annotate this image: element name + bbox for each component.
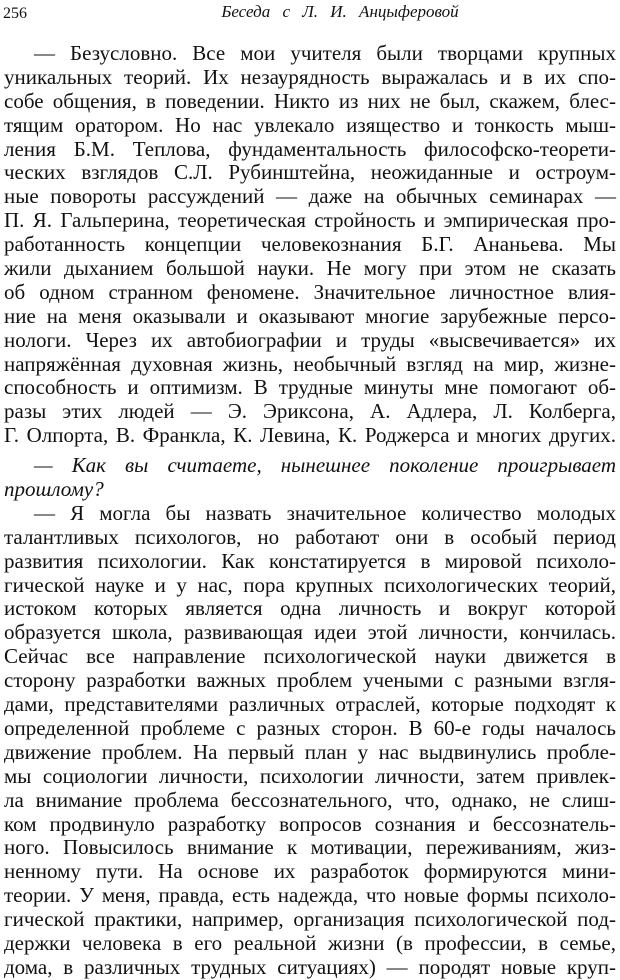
text-line: ления Б.М. Теплова, фундаментальность философско-теорети- <box>4 136 616 161</box>
text-line: нологи. Через их автобиографии и труды «высвечивается» их <box>4 327 616 352</box>
text-line: П. Я. Гальперина, теоретическая стройность и эмпирическая про- <box>4 208 616 233</box>
text-line: держки человека в его реальной жизни (в профессии, в семье, <box>4 930 616 955</box>
text-line: ные повороты рассуждений — даже на обычных семинарах — <box>4 184 616 209</box>
paragraph-question <box>4 454 616 502</box>
text-line: работанность концепции человекознания Б.Г. Ананьева. Мы <box>4 232 616 257</box>
text-line: напряжённая духовная жизнь, необычный взгляд на мир, жизне- <box>4 351 616 376</box>
text-line: ние на меня оказывали и оказывают многие зарубежные персо- <box>4 303 616 328</box>
text-line: ком продвинуло разработку вопросов сознания и бессознатель- <box>4 811 616 836</box>
page-number: 256 <box>3 5 27 22</box>
text-line: движение проблем. На первый план у нас выдвинулись пробле- <box>4 739 616 764</box>
paragraph-answer-2 <box>4 502 616 980</box>
text-line: гической науке и у нас, пора крупных психологических теорий, <box>4 572 616 597</box>
text-line: дами, представителями различных отраслей, которые подходят к <box>4 692 616 717</box>
text-line: ного. Повысилось внимание к мотивации, переживаниям, жиз- <box>4 835 616 860</box>
text-line: собе общения, в поведении. Никто из них не был, скажем, блес- <box>4 88 616 113</box>
text-line: развития психологии. Как констатируется в мировой психоло- <box>4 548 616 573</box>
text-line: определенной проблеме с разных сторон. В 60-е годы началось <box>4 715 616 740</box>
text-line: талантливых психологов, но работают они в особый период <box>4 524 616 549</box>
text-line: Г. Олпорта, В. Франкла, К. Левина, К. Роджерса и многих других. <box>4 423 616 448</box>
text-line: дома, в различных трудных ситуациях) — породят новые круп- <box>4 954 616 979</box>
running-title: Беседа с Л. И. Анцыферовой <box>221 2 459 21</box>
text-line: прошлому? <box>4 477 104 502</box>
body-text <box>4 42 616 980</box>
paragraph-answer-1 <box>4 42 616 448</box>
text-line: ненному пути. На основе их разработок формируются мини- <box>4 859 616 884</box>
text-line: образуется школа, развивающая идеи этой личности, кончилась. <box>4 620 616 645</box>
text-line: об одном странном феномене. Значительное личностное влия- <box>4 279 616 304</box>
text-line: способность и оптимизм. В трудные минуты мне помогают об- <box>4 375 616 400</box>
text-line: тящим оратором. Но нас увлекало изящество и тонкость мыш- <box>4 112 616 137</box>
text-line: ческих взглядов С.Л. Рубинштейна, неожиданные и остроум- <box>4 160 616 185</box>
text-line: сторону разработки важных проблем учеными с разными взгля- <box>4 668 616 693</box>
text-line: — Я могла бы назвать значительное количество молодых <box>34 500 616 525</box>
text-line: Сейчас все направление психологической науки движется в <box>4 644 616 669</box>
text-line: — Безусловно. Все мои учителя были творцами крупных <box>34 41 616 65</box>
text-line: мы социологии личности, психологии личности, затем привлек- <box>4 763 616 788</box>
text-line: жили дыханием большой науки. Не могу при этом не сказать <box>4 256 616 281</box>
text-line: разы этих людей — Э. Эриксона, А. Адлера, Л. Колберга, <box>4 399 616 424</box>
text-line: — Как вы считаете, нынешнее поколение проигрывает <box>34 453 616 478</box>
text-line: ла внимание проблема бессознательного, что, однако, не слиш- <box>4 787 616 812</box>
text-line: уникальных теорий. Их незаурядность выражалась и в их спо- <box>4 64 616 89</box>
text-line: теории. У меня, правда, есть надежда, что новые формы психоло- <box>4 883 616 908</box>
text-line: истоком которых является одна личность и вокруг которой <box>4 596 616 621</box>
text-line: гической практики, например, организация психологической под- <box>4 907 616 932</box>
